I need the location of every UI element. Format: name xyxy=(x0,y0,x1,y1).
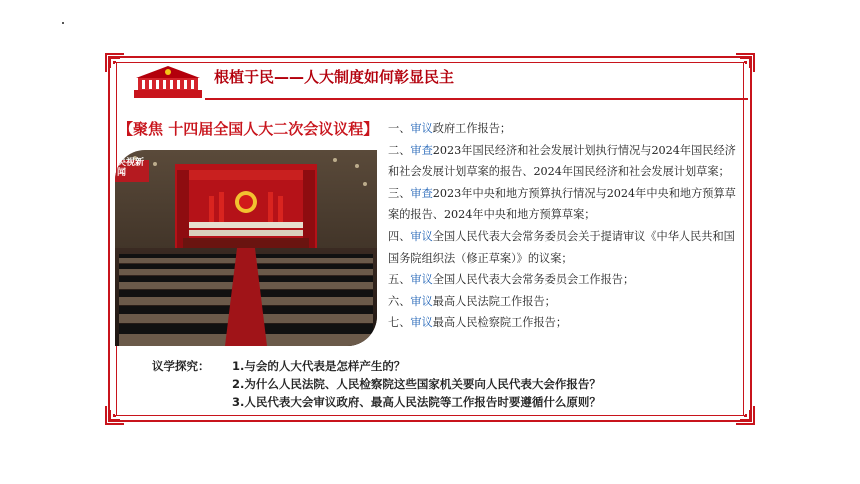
great-hall-icon xyxy=(132,60,204,100)
corner-ornament-tr xyxy=(734,52,756,74)
corner-ornament-br xyxy=(734,404,756,426)
agenda-list xyxy=(388,118,743,334)
title-underline xyxy=(205,98,748,100)
corner-ornament-tl xyxy=(104,52,126,74)
discussion-question: 1.与会的人大代表是怎样产生的？ xyxy=(232,359,406,373)
agenda-item: 七、审议最高人民检察院工作报告； xyxy=(388,316,568,330)
page-title: 根植于民——人大制度如何彰显民主 xyxy=(214,68,455,86)
conference-hall-image xyxy=(115,150,377,346)
discussion-question: 3.人民代表大会审议政府、最高人民法院等工作报告时要遵循什么原则？ xyxy=(232,395,601,409)
corner-ornament-bl xyxy=(104,404,126,426)
discussion-label: 议学探究： xyxy=(152,359,210,373)
agenda-item: 一、审议政府工作报告； xyxy=(388,122,512,135)
agenda-item: 四、审议全国人民代表大会常务委员会关于提请审议《中华人民共和国国务院组织法（修正草案）》的议案； xyxy=(388,229,735,265)
agenda-item: 六、审议最高人民法院工作报告； xyxy=(388,294,556,308)
news-badge: 央视新闻 xyxy=(117,158,145,178)
agenda-item: 三、审查2023年中央和地方预算执行情况与2024年中央和地方预算草案的报告、2024年中央和地方预算草案； xyxy=(388,186,736,222)
stray-dot xyxy=(62,22,64,24)
focus-heading: 【聚焦 十四届全国人大二次会议议程】 xyxy=(118,120,379,138)
agenda-item: 二、审查2023年国民经济和社会发展计划执行情况与2024年国民经济和社会发展计划草案的报告、2024年国民经济和社会发展计划草案； xyxy=(388,143,736,179)
agenda-item: 五、审议全国人民代表大会常务委员会工作报告； xyxy=(388,273,635,287)
discussion-question: 2.为什么人民法院、人民检察院这些国家机关要向人民代表大会作报告？ xyxy=(232,377,601,391)
conference-photo xyxy=(115,150,377,346)
